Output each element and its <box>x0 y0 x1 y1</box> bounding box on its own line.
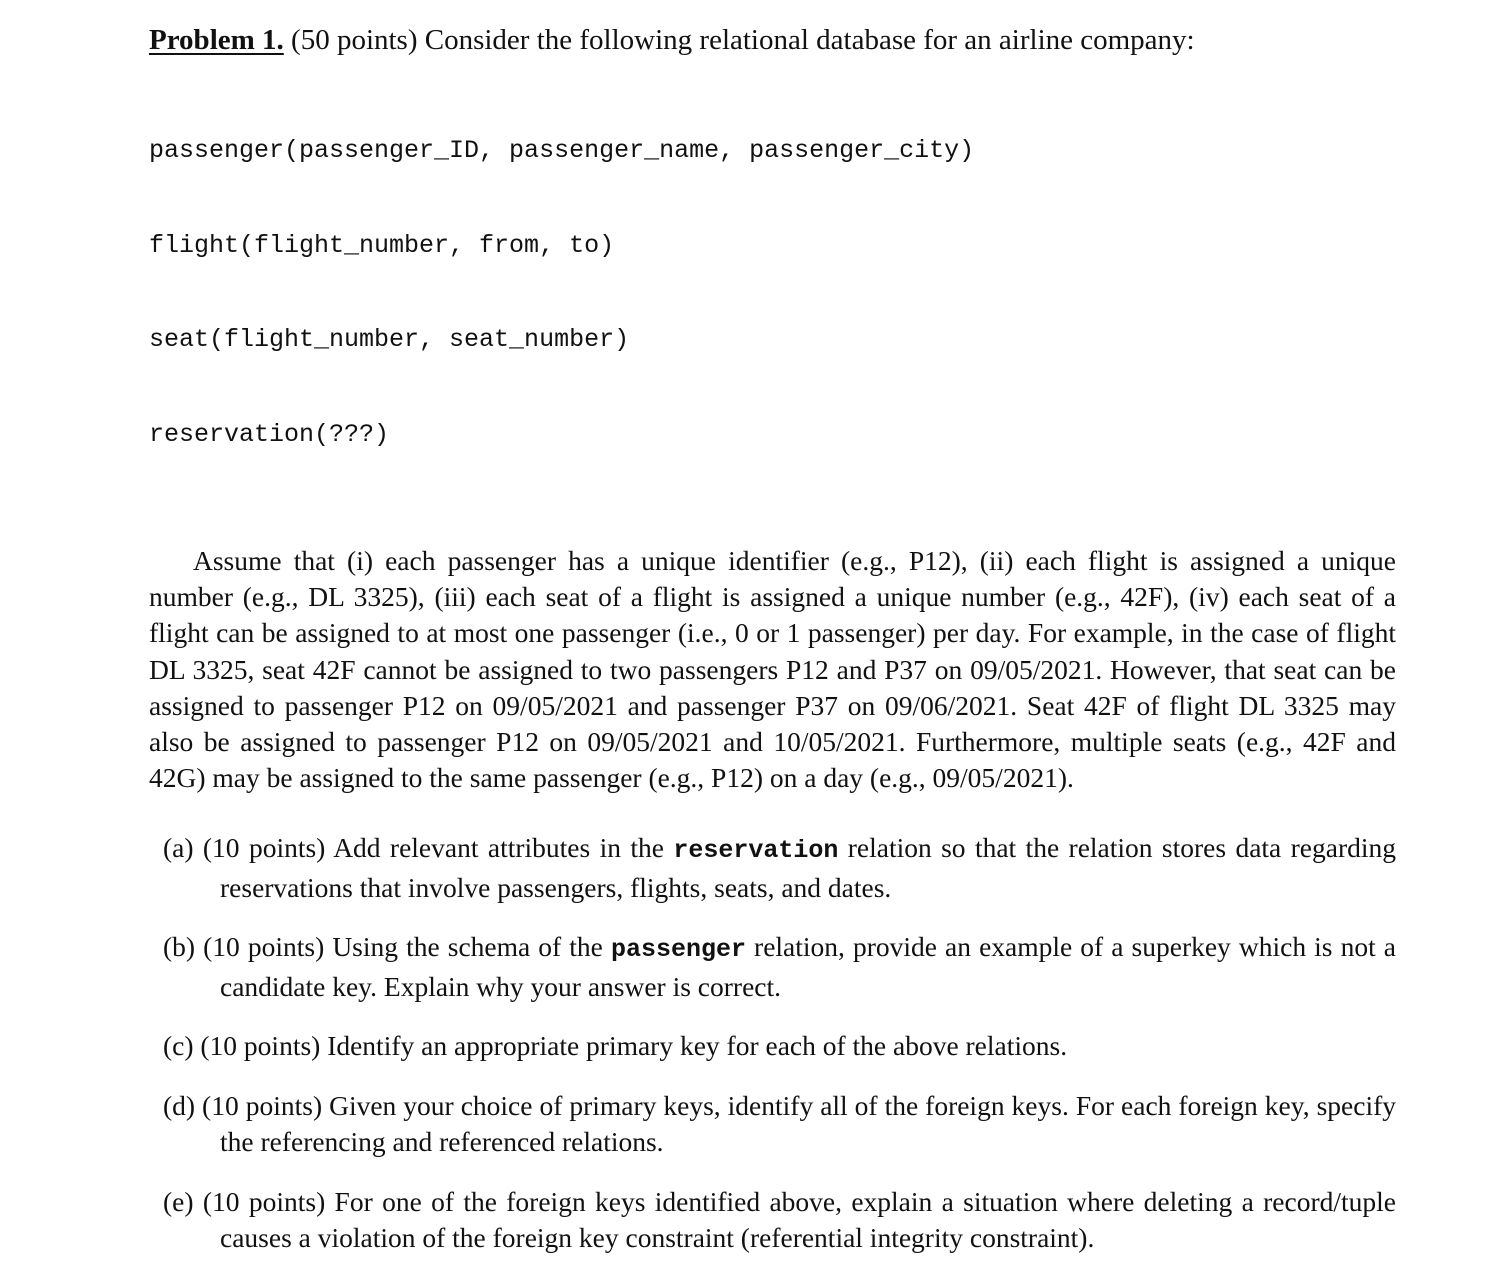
question-list <box>163 830 1396 1256</box>
problem-heading <box>149 18 1396 62</box>
schema-passenger: passenger(passenger_ID, passenger_name, passenger_city) <box>149 136 975 165</box>
question-a-suffix: relation so that the relation stores data regarding reservations that involve passengers, flights, seats, and dates. <box>220 832 1396 903</box>
relation-schema <box>149 72 1396 513</box>
question-d: (d) (10 points) Given your choice of primary keys, identify all of the foreign keys. For each foreign key, specify the referencing and referenced relations. <box>163 1089 1396 1158</box>
question-e: (e) (10 points) For one of the foreign keys identified above, explain a situation where deleting a record/tuple causes a violation of the foreign key constraint (referential integrity constraint). <box>163 1185 1396 1254</box>
question-a-prefix: (a) (10 points) Add relevant attributes in the <box>163 832 674 864</box>
problem-intro: (50 points) Consider the following relational database for an airline company: <box>283 24 1195 56</box>
question-a <box>163 830 1396 905</box>
assumption-paragraph: Assume that (i) each passenger has a unique identifier (e.g., P12), (ii) each flight is assigned a unique number (e.g., DL 3325), (iii) each seat of a flight is assigned a unique number (e.g., 42F), (iv) each seat of a flight can be assigned to at most one passenger (i.e., 0 or 1 passenger) per day. For example, in the case of flight DL 3325, seat 42F cannot be assigned to two passengers P12 and P37 on 09/05/2021. However, that seat can be assigned to passenger P12 on 09/05/2021 and passenger P37 on 09/06/2021. Seat 42F of flight DL 3325 may also be assigned to passenger P12 on 09/05/2021 and 10/05/2021. Furthermore, multiple seats (e.g., 42F and 42G) may be assigned to the same passenger (e.g., P12) on a day (e.g., 09/05/2021). <box>149 545 1396 794</box>
schema-seat: seat(flight_number, seat_number) <box>149 325 630 354</box>
question-a-code: reservation <box>673 836 839 866</box>
problem-label: Problem 1. <box>149 24 284 56</box>
question-c: (c) (10 points) Identify an appropriate primary key for each of the above relations. <box>163 1030 1068 1062</box>
question-b-prefix: (b) (10 points) Using the schema of the <box>163 931 611 963</box>
question-b <box>163 929 1396 1004</box>
question-b-suffix: relation, provide an example of a superkey which is not a candidate key. Explain why your answer is correct. <box>220 931 1396 1002</box>
schema-reservation: reservation(???) <box>149 419 390 449</box>
question-b-code: passenger <box>610 935 746 965</box>
schema-flight: flight(flight_number, from, to) <box>149 230 615 260</box>
problem-document <box>149 18 1396 1280</box>
